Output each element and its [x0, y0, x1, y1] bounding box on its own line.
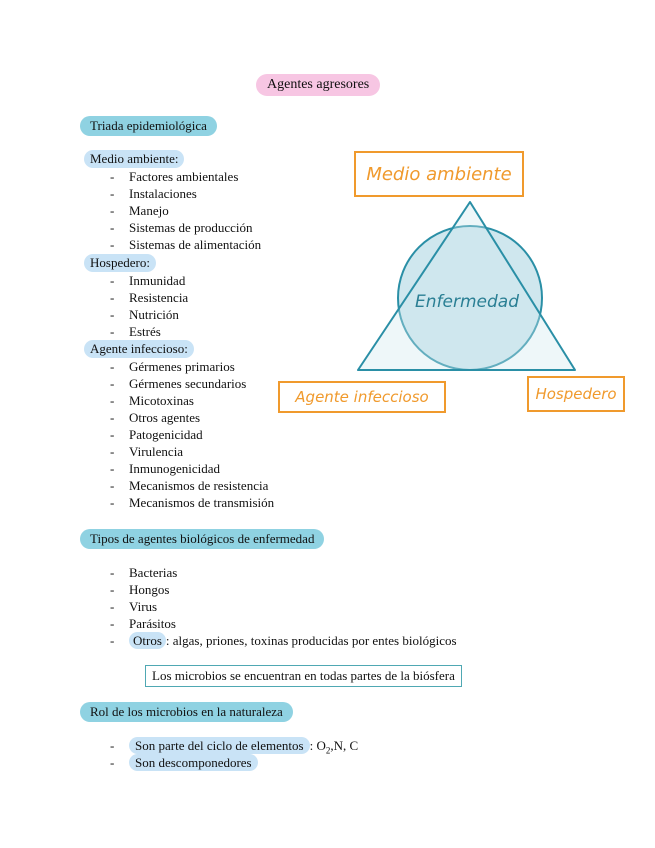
medio-ambiente-list [110, 168, 261, 253]
otros-label: Otros [129, 632, 166, 649]
page-title: Agentes agresores [256, 74, 380, 96]
list-item: - Inmunidad [110, 272, 188, 289]
diagram-left-label: Agente infeccioso [295, 388, 429, 406]
ciclo-rest: ,N, C [330, 738, 359, 753]
list-item: - Inmunogenicidad [110, 460, 274, 477]
agente-infeccioso-list [110, 358, 274, 511]
list-item: - Micotoxinas [110, 392, 274, 409]
list-item: - Mecanismos de transmisión [110, 494, 274, 511]
descomponedores-label: Son descomponedores [129, 754, 258, 771]
list-item: - Sistemas de producción [110, 219, 261, 236]
list-item: - Instalaciones [110, 185, 261, 202]
triada-heading: Triada epidemiológica [80, 116, 217, 136]
hospedero-list [110, 272, 188, 340]
list-item: - Resistencia [110, 289, 188, 306]
diagram-center-label: Enfermedad [415, 292, 519, 312]
tipos-heading: Tipos de agentes biológicos de enfermedad [80, 529, 324, 549]
list-item: - Factores ambientales [110, 168, 261, 185]
diagram-left-box [278, 381, 446, 413]
list-item: - Parásitos [110, 615, 457, 632]
ciclo-label: Son parte del ciclo de elementos [129, 737, 310, 754]
list-item: - Gérmenes primarios [110, 358, 274, 375]
list-item: - Nutrición [110, 306, 188, 323]
ciclo-colon: : [309, 738, 314, 753]
ciclo-sub: 2 [325, 745, 331, 756]
diagram-top-box [354, 151, 524, 197]
triad-diagram [340, 190, 600, 380]
triad-triangle [358, 202, 575, 370]
ciclo-o: O [316, 738, 326, 753]
list-item: - Virus [110, 598, 457, 615]
list-item [110, 754, 358, 771]
list-item: - Estrés [110, 323, 188, 340]
diagram-right-label: Hospedero [535, 385, 617, 403]
note-box: Los microbios se encuentran en todas partes de la biósfera [145, 665, 462, 687]
list-item: - Mecanismos de resistencia [110, 477, 274, 494]
diagram-right-box [527, 376, 625, 412]
list-item: - Virulencia [110, 443, 274, 460]
diagram-top-label: Medio ambiente [366, 163, 512, 185]
list-item: - Sistemas de alimentación [110, 236, 261, 253]
list-item: - Bacterias [110, 564, 457, 581]
list-item: - Patogenicidad [110, 426, 274, 443]
list-item: - Otros agentes [110, 409, 274, 426]
list-item: - Manejo [110, 202, 261, 219]
list-item [110, 632, 457, 649]
hospedero-label: Hospedero: [84, 254, 156, 272]
agente-infeccioso-label: Agente infeccioso: [84, 340, 194, 358]
otros-text: : algas, priones, toxinas producidas por entes biológicos [165, 633, 457, 648]
medio-ambiente-label: Medio ambiente: [84, 150, 184, 168]
list-item [110, 737, 358, 754]
rol-heading: Rol de los microbios en la naturaleza [80, 702, 293, 722]
list-item: - Gérmenes secundarios [110, 375, 274, 392]
rol-list [110, 737, 358, 771]
list-item: - Hongos [110, 581, 457, 598]
tipos-list [110, 564, 457, 649]
